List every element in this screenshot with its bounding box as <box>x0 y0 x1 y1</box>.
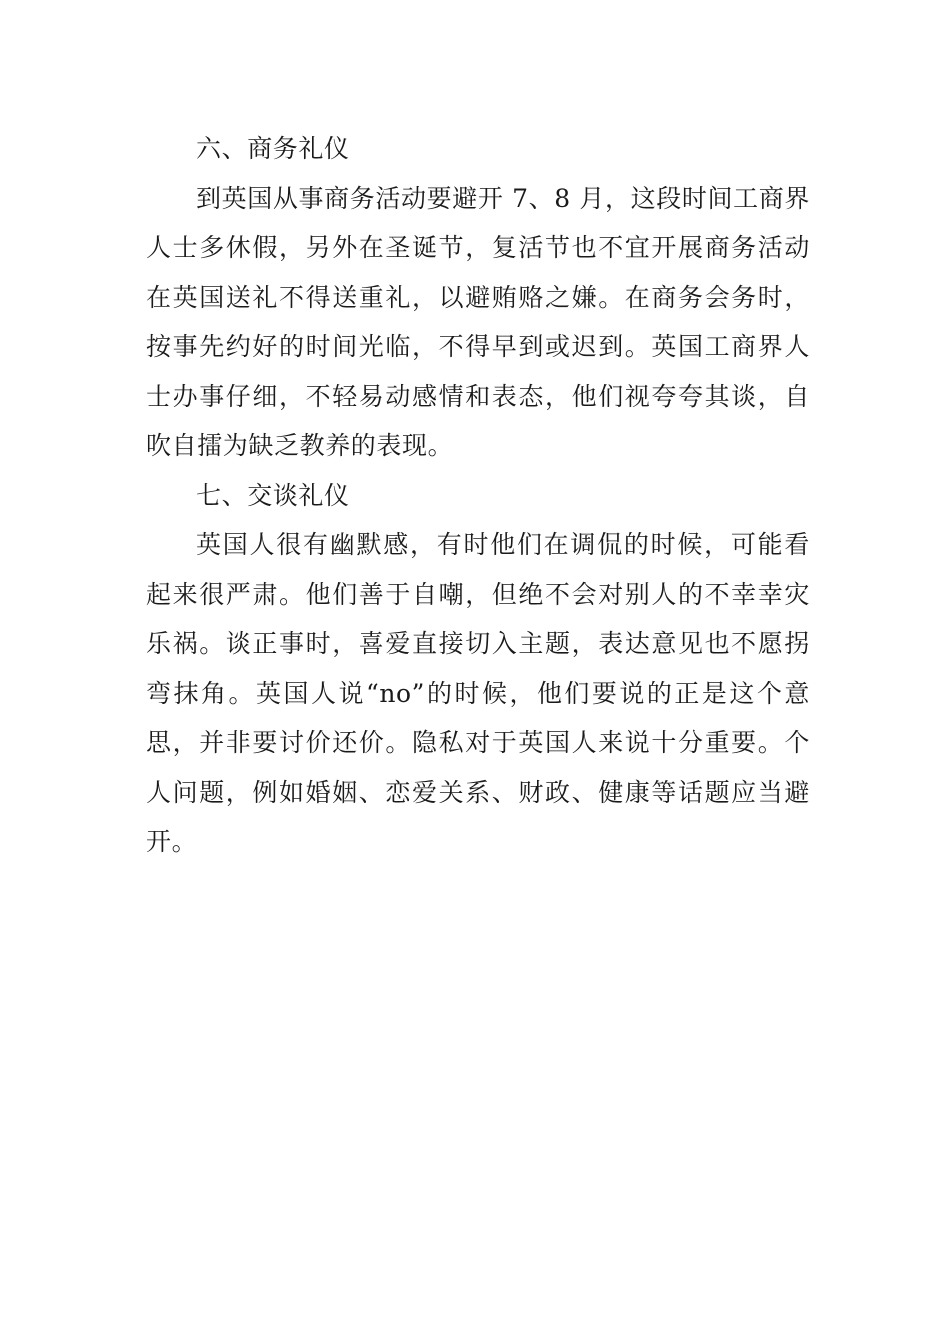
paragraph-line: 人士多休假，另外在圣诞节，复活节也不宜开展商务活动 <box>146 233 810 262</box>
paragraph-line: 在英国送礼不得送重礼，以避贿赂之嫌。在商务会务时， <box>146 282 810 312</box>
section-heading-business-etiquette: 六、商务礼仪 <box>196 134 350 163</box>
paragraph-line: 吹自擂为缺乏教养的表现。 <box>146 431 454 460</box>
paragraph-line: 思，并非要讨价还价。隐私对于英国人来说十分重要。个 <box>146 728 810 757</box>
paragraph-line: 英国人很有幽默感，有时他们在调侃的时候，可能看 <box>196 530 810 559</box>
paragraph-line: 弯抹角。英国人说“no”的时候，他们要说的正是这个意 <box>146 678 810 708</box>
paragraph-line: 到英国从事商务活动要避开 7、8 月，这段时间工商界 <box>196 183 810 213</box>
paragraph-line: 开。 <box>146 827 198 856</box>
paragraph-line: 按事先约好的时间光临，不得早到或迟到。英国工商界人 <box>146 332 810 361</box>
paragraph-line: 人问题，例如婚姻、恋爱关系、财政、健康等话题应当避 <box>146 777 810 807</box>
paragraph-line: 起来很严肃。他们善于自嘲，但绝不会对别人的不幸幸灾 <box>146 579 810 609</box>
section-heading-conversation-etiquette: 七、交谈礼仪 <box>196 480 350 510</box>
document-body <box>146 124 810 867</box>
paragraph-line: 士办事仔细，不轻易动感情和表态，他们视夸夸其谈，自 <box>146 381 810 411</box>
paragraph-line: 乐祸。谈正事时，喜爱直接切入主题，表达意见也不愿拐 <box>146 629 810 658</box>
